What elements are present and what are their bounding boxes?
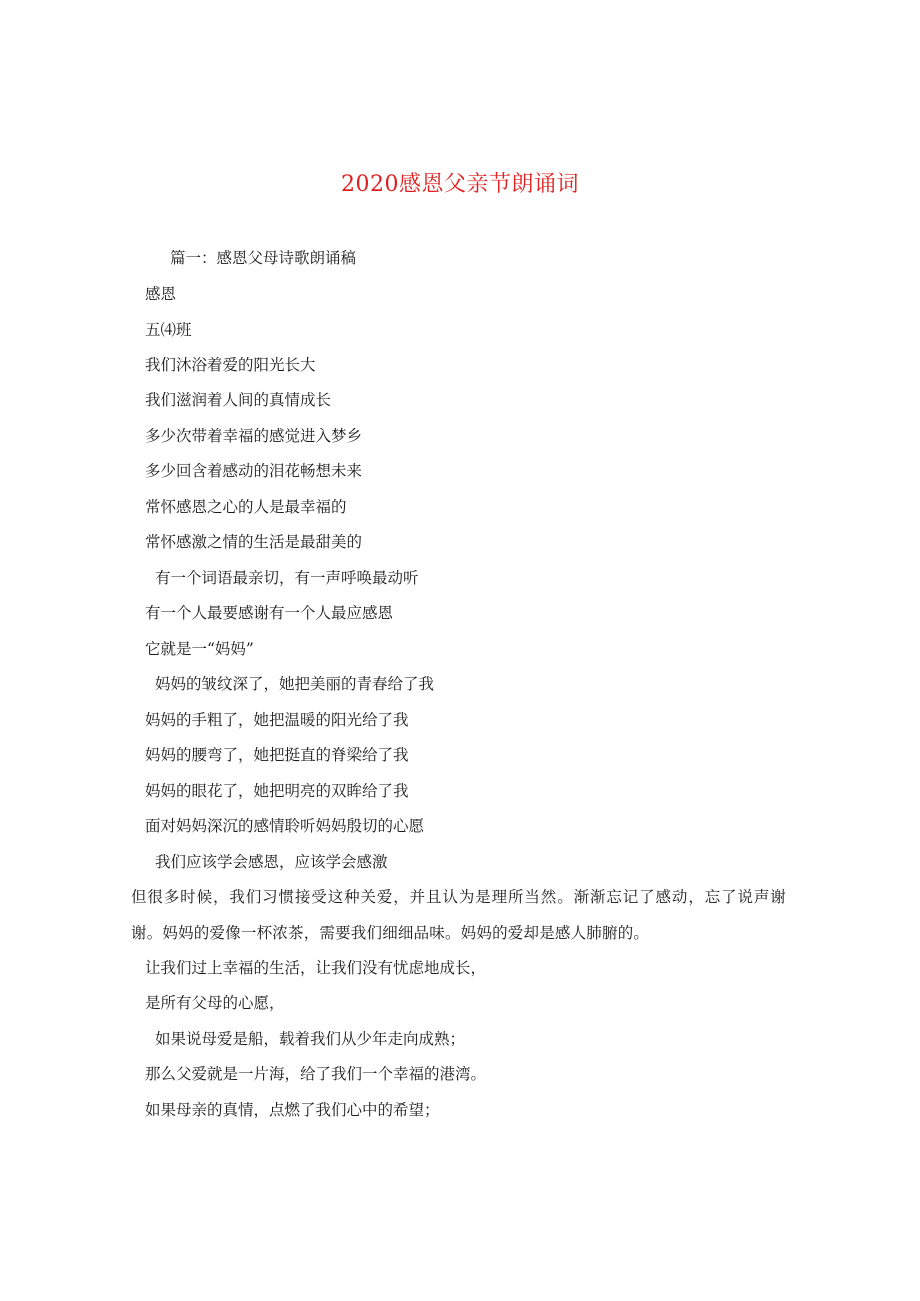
poem-line: 我们应该学会感恩，应该学会感激 xyxy=(155,853,388,871)
poem-line: 如果说母爱是船，载着我们从少年走向成熟； xyxy=(155,1030,466,1048)
poem-line: 那么父爱就是一片海，给了我们一个幸福的港湾。 xyxy=(145,1065,487,1083)
poem-line: 妈妈的皱纹深了，她把美丽的青春给了我 xyxy=(155,675,435,693)
poem-line: 常怀感恩之心的人是最幸福的 xyxy=(145,498,347,516)
poem-line: 我们沐浴着爱的阳光长大 xyxy=(145,356,316,374)
poem-line: 如果母亲的真情，点燃了我们心中的希望； xyxy=(145,1101,440,1119)
poem-line: 有一个词语最亲切，有一声呼唤最动听 xyxy=(155,569,419,587)
poem-line: 让我们过上幸福的生活，让我们没有忧虑地成长， xyxy=(145,959,487,977)
prose-paragraph: 但很多时候，我们习惯接受这种关爱，并且认为是理所当然。渐渐忘记了感动，忘了说声谢谢。妈妈的爱像一杯浓茶，需要我们细细品味。妈妈的爱却是感人肺腑的。 xyxy=(131,888,786,942)
poem-line: 它就是一“妈妈” xyxy=(145,640,254,658)
document-title: 2020感恩父亲节朗诵词 xyxy=(341,172,579,197)
poem-title: 感恩 xyxy=(145,285,177,303)
poem-line: 妈妈的手粗了，她把温暖的阳光给了我 xyxy=(145,711,409,729)
class-name: 五⑷班 xyxy=(145,321,192,339)
poem-line: 常怀感激之情的生活是最甜美的 xyxy=(145,533,363,551)
poem-line: 我们滋润着人间的真情成长 xyxy=(145,391,332,409)
poem-line: 面对妈妈深沉的感情聆听妈妈殷切的心愿 xyxy=(145,817,425,835)
poem-line: 妈妈的眼花了，她把明亮的双眸给了我 xyxy=(145,782,409,800)
poem-line: 是所有父母的心愿， xyxy=(145,994,285,1012)
poem-line: 多少回含着感动的泪花畅想未来 xyxy=(145,462,363,480)
section-heading: 篇一：感恩父母诗歌朗诵稿 xyxy=(170,249,357,267)
poem-line: 妈妈的腰弯了，她把挺直的脊梁给了我 xyxy=(145,746,409,764)
poem-line: 多少次带着幸福的感觉进入梦乡 xyxy=(145,427,363,445)
poem-line: 有一个人最要感谢有一个人最应感恩 xyxy=(145,604,394,622)
